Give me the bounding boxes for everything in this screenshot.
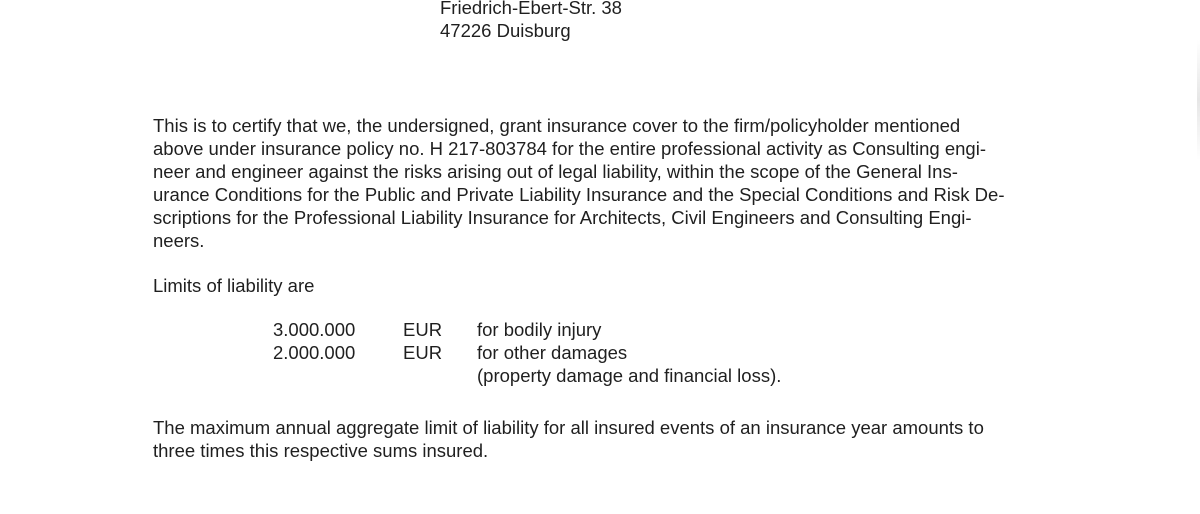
address-block [440,0,622,42]
limits-table [0,318,1200,387]
limit-amount: 3.000.000 [273,319,356,340]
certification-line: This is to certify that we, the undersigned, grant insurance cover to the firm/policyholder mentioned [153,115,961,136]
aggregate-paragraph [153,416,1093,462]
certification-line: above under insurance policy no. H 217-803784 for the entire professional activity as Consulting engi- [153,138,986,159]
limit-description: (property damage and financial loss). [477,365,782,386]
certification-line: neers. [153,230,205,251]
certification-line: neer and engineer against the risks arising out of legal liability, within the scope of the General Ins- [153,161,958,182]
limits-intro: Limits of liability are [153,275,315,296]
limit-row-note [0,364,1200,387]
limit-amount: 2.000.000 [273,342,356,363]
certification-line: scriptions for the Professional Liability Insurance for Architects, Civil Engineers and Consulting Engi- [153,207,972,228]
limit-currency: EUR [403,319,443,340]
address-city: 47226 Duisburg [440,20,571,41]
address-street: Friedrich-Ebert-Str. 38 [440,0,622,18]
limit-description: for other damages [477,342,628,363]
aggregate-line: The maximum annual aggregate limit of liability for all insured events of an insurance year amounts to [153,417,984,438]
limit-description: for bodily injury [477,319,602,340]
certification-paragraph [153,114,1093,252]
limit-currency: EUR [403,342,443,363]
limit-row-bodily-injury [0,318,1200,341]
limit-row-other-damages [0,341,1200,364]
aggregate-line: three times this respective sums insured. [153,440,489,461]
certification-line: urance Conditions for the Public and Private Liability Insurance and the Special Conditions and Risk De- [153,184,1005,205]
